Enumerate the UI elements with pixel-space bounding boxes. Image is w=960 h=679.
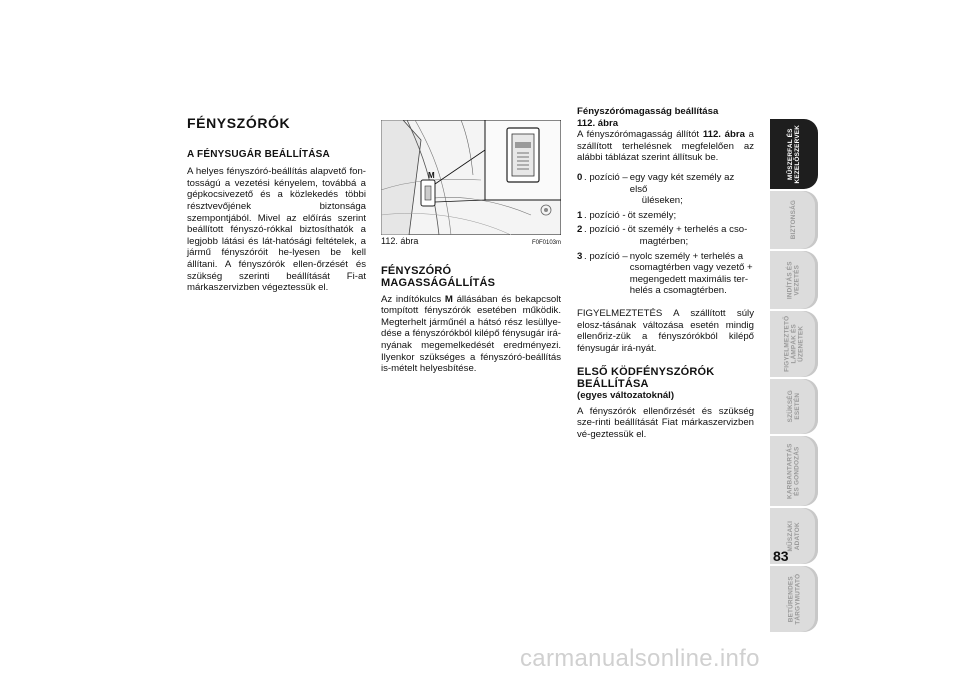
tab-index[interactable]: BETŰRENDES TÁRGYMUTATÓ: [770, 566, 818, 632]
leveling-heading-line1: FÉNYSZÓRÓ: [381, 264, 452, 277]
position-row: [577, 210, 754, 222]
tab-warning-lights[interactable]: FIGYELMEZTETŐ LÁMPÁK ÉS ÜZENETEK: [770, 311, 818, 377]
adjustment-heading: [577, 106, 754, 129]
position-label: . pozíció –: [584, 250, 628, 262]
position-label: . pozíció –: [584, 171, 628, 183]
figure-reference: 112. ábra: [702, 129, 745, 141]
position-number: 0: [577, 171, 583, 183]
ignition-key-position: M: [444, 293, 453, 305]
adjustment-intro: [577, 129, 754, 164]
figure-callout-m: M: [428, 171, 435, 180]
position-number: 1: [577, 209, 583, 221]
leveling-text-start: Az indítókulcs: [381, 293, 445, 305]
tab-starting-driving[interactable]: INDÍTÁS ÉS VEZETÉS: [770, 251, 818, 309]
position-description: öt személy + terhelés a cso- magtérben;: [627, 224, 748, 247]
fog-heading-line2: BEÁLLÍTÁSA: [577, 378, 649, 391]
position-number: 3: [577, 250, 583, 262]
page-number: 83: [773, 548, 789, 564]
position-row: [577, 251, 754, 297]
leveling-text: [381, 294, 561, 375]
leveling-heading-line2: MAGASSÁGÁLLÍTÁS: [381, 276, 496, 289]
column-adjustment: [577, 106, 754, 441]
adjustment-intro-start: A fényszórómagasság állítót: [577, 129, 703, 141]
tab-safety[interactable]: BIZTONSÁG: [770, 191, 818, 249]
warning-text: FIGYELMEZTETÉS A szállított súly elosz-tásának változása esetén mindig ellenőriz-zük a fényszórókból kilépő fénysugár irá-nyát.: [577, 307, 754, 354]
position-description: egy vagy két személy az első üléseken;: [629, 171, 735, 207]
column-figure: [381, 120, 561, 375]
page-title: FÉNYSZÓRÓK: [187, 115, 291, 131]
figure-caption: 112. ábra: [381, 236, 419, 246]
position-row: [577, 224, 754, 247]
adjustment-intro-rest: a szállított terhelésnek megfelelően az alábbi táblázat szerint állítsuk be.: [577, 129, 754, 164]
dashboard-knob-illustration: [381, 120, 561, 235]
beam-adjustment-text: A helyes fényszóró-beállítás alapvető fon-tosságú a vezetési kényelem, továbbá a gépkocsivezető és a közlekedés többi résztvevőjének biztonsága szempontjából. Mivel az előírás szerint beállított fényszó-rókkal biztosíthatók a legjobb látási és lát-hatósági feltételek, a jármű fényszóróit he-lyesen be kell állítani. A fényszórók ellen-őrzését és szükség szerinti beállítását Fi-at márkaszervizben végeztessük el.: [187, 166, 366, 294]
figure-112: [381, 120, 561, 235]
position-label: . pozíció -: [584, 224, 626, 236]
adjustment-heading-line2: 112. ábra: [577, 117, 619, 129]
tab-technical-data[interactable]: MŰSZAKI ADATOK: [770, 508, 818, 564]
fog-text: A fényszórók ellenőrzését és szükség sze-rinti beállítását Fiat márkaszervizben vé-geztessük el.: [577, 405, 754, 441]
fog-heading: [577, 366, 754, 390]
figure-code: F0F0103m: [531, 240, 561, 246]
section-heading-beam-adjustment: A FÉNYSUGÁR BEÁLLÍTÁSA: [187, 148, 330, 160]
fog-heading-line1: ELSŐ KÖDFÉNYSZÓRÓK: [577, 366, 715, 379]
column-headlights: [187, 115, 366, 294]
tab-maintenance[interactable]: KARBANTARTÁS ÉS GONDOZÁS: [770, 436, 818, 506]
position-row: [577, 172, 754, 207]
fog-variant-note: (egyes változatoknál): [577, 390, 675, 402]
section-heading-leveling: [381, 265, 561, 289]
tab-dashboard-controls[interactable]: MŰSZERFAL ÉS KEZELŐSZERVEK: [770, 119, 818, 189]
position-description: öt személy;: [627, 209, 677, 221]
watermark: carmanualsonline.info: [520, 645, 760, 672]
leveling-text-rest: állásában és bekapcsolt tompított fényszórók esetében működik. Megterhelt járműnél a hátsó rész lesüllye-dése a fényszórókból kilépő fénysugár irá-nyának megemelkedését eredményezi. Ilyenkor szükséges a fényszóró-beállítás is-mételt helyesbítése.: [381, 293, 561, 375]
tab-emergency[interactable]: SZÜKSÉG ESETÉN: [770, 379, 818, 434]
adjustment-heading-line1: Fényszórómagasság beállítása: [577, 106, 719, 117]
position-description: nyolc személy + terhelés a csomagtérben vagy vezető + megengedett maximális ter- helés a csomagtérben.: [629, 250, 753, 297]
position-number: 2: [577, 224, 583, 236]
position-label: . pozíció -: [584, 209, 626, 221]
